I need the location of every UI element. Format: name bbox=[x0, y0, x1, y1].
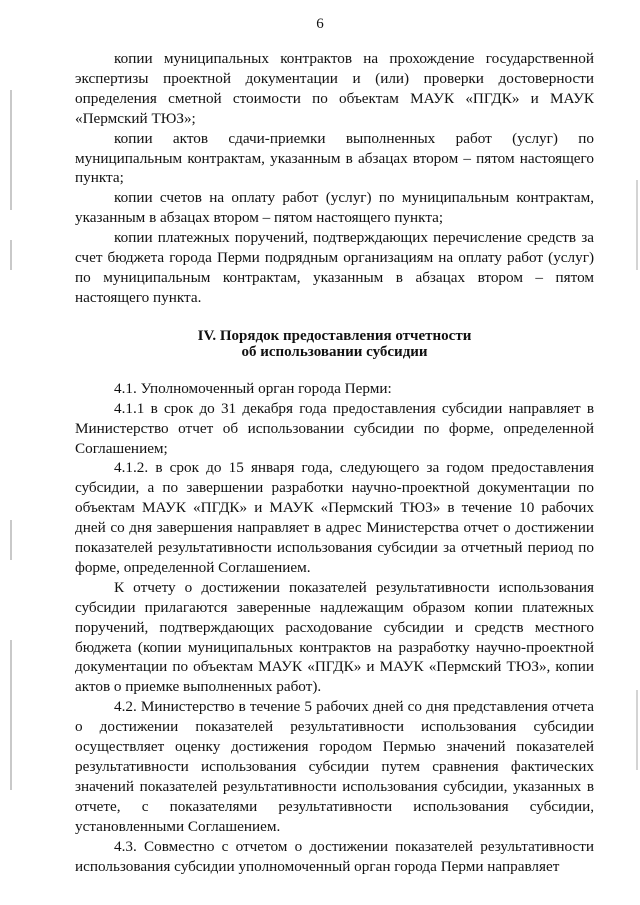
scan-margin-mark bbox=[10, 520, 12, 560]
paragraph: 4.2. Министерство в течение 5 рабочих дней со дня представления отчета о достижении показателей результативности использования субсидии осуществляет оценку достижения городом Пермью значений показателей результативности использования субсидии путем сравнения фактических значений показателей результативности использования субсидии, указанных в отчете, с показателями результативности использования субсидии, установленными Соглашением. bbox=[75, 698, 594, 835]
paragraph: копии счетов на оплату работ (услуг) по муниципальным контрактам, указанным в абзацах втором – пятом настоящего пункта; bbox=[75, 189, 594, 227]
paragraph: 4.3. Совместно с отчетом о достижении показателей результативности использования субсидии уполномоченный орган города Перми направляет bbox=[75, 837, 594, 875]
paragraph: 4.1.2. в срок до 15 января года, следующего за годом предоставления субсидии, а по завершении разработки научно-проектной документации по объектам МАУК «ПГДК» и МАУК «Пермский ТЮЗ» в течение 10 рабочих дней со дня завершения направляет в адрес Министерства отчет о достижении показателей результативности использования субсидии за отчетный период по форме, определенной Соглашением. bbox=[75, 459, 594, 576]
scan-margin-mark bbox=[10, 90, 12, 210]
section-heading-line: об использовании субсидии bbox=[241, 343, 428, 360]
page-number: 6 bbox=[316, 16, 324, 32]
section-heading-line: IV. Порядок предоставления отчетности bbox=[197, 327, 472, 344]
paragraph: 4.1. Уполномоченный орган города Перми: bbox=[114, 379, 392, 397]
scan-margin-mark bbox=[636, 180, 638, 270]
paragraph: копии актов сдачи-приемки выполненных работ (услуг) по муниципальным контрактам, указанным в абзацах втором – пятом настоящего пункта; bbox=[75, 129, 594, 187]
paragraph: 4.1.1 в срок до 31 декабря года предоставления субсидии направляет в Министерство отчет об использовании субсидии по форме, определенной Соглашением; bbox=[75, 399, 594, 457]
scan-margin-mark bbox=[636, 690, 638, 770]
scan-margin-mark bbox=[10, 240, 12, 270]
section-heading bbox=[75, 328, 594, 360]
paragraph: К отчету о достижении показателей результативности использования субсидии прилагаются заверенные надлежащим образом копии платежных поручений, подтверждающих расходование субсидии и средств местного бюджета (копии муниципальных контрактов на разработку научно-проектной документации по объектам МАУК «ПГДК» и МАУК «Пермский ТЮЗ», копии актов о приемке выполненных работ). bbox=[75, 578, 594, 696]
document-body bbox=[75, 49, 594, 876]
paragraph: копии муниципальных контрактов на прохождение государственной экспертизы проектной документации и (или) проверки достоверности определения сметной стоимости по объектам МАУК «ПГДК» и МАУК «Пермский ТЮЗ»; bbox=[75, 50, 594, 127]
paragraph: копии платежных поручений, подтверждающих перечисление средств за счет бюджета города Перми подрядным организациям на оплату работ (услуг) по муниципальным контрактам, указанным в абзацах втором – пятом настоящего пункта. bbox=[75, 229, 594, 306]
scan-margin-mark bbox=[10, 640, 12, 790]
